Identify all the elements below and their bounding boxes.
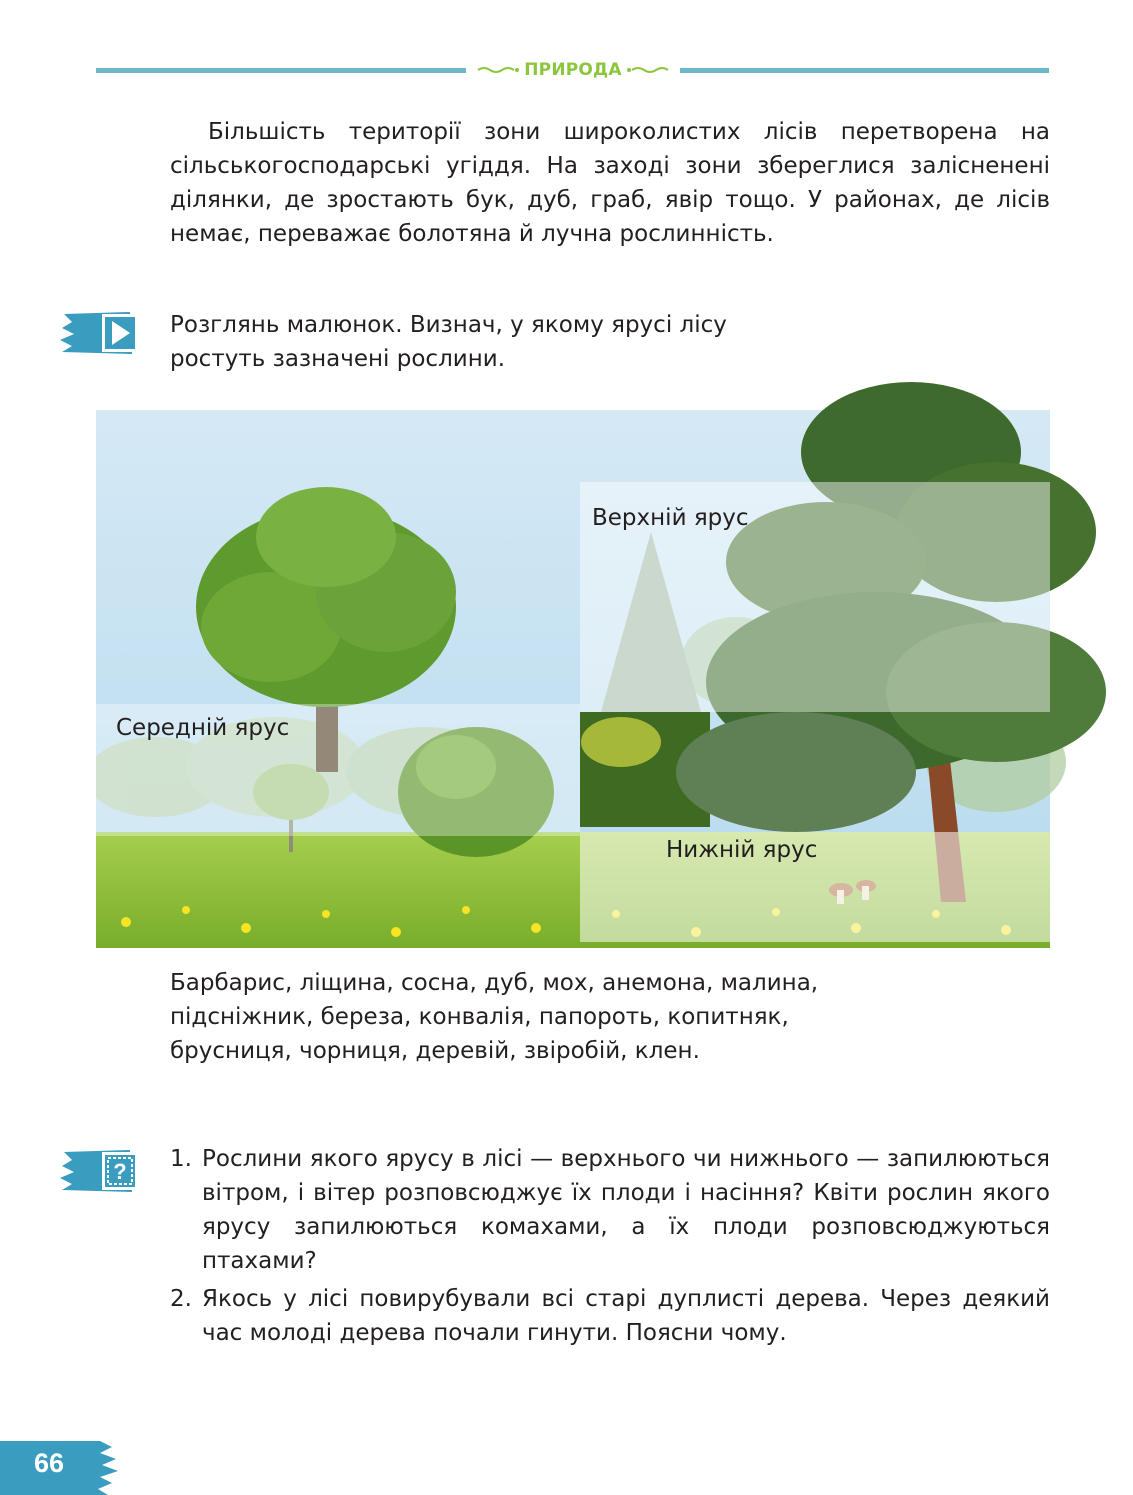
header-rule-right [680,68,1049,73]
section-title: ПРИРОДА [524,60,622,80]
question-item [170,1142,1050,1278]
upper-tier-label: Верхній ярус [592,505,749,531]
section-header [466,58,680,82]
leaf-ornament-icon [626,66,670,74]
forest-tiers-illustration [96,362,1112,948]
svg-text:?: ? [113,1159,127,1184]
page-number: 66 [34,1448,65,1478]
question-number: 2. [170,1286,192,1312]
plants-list: Барбарис, ліщина, сосна, дуб, мох, анемона, малина, підсніжник, береза, конвалія, папороть, копитняк, брусниця, чорниця, деревій, звіробій, клен. [170,970,819,1064]
question-text: Рослини якого ярусу в лісі — верхнього чи нижнього — запилюються вітром, і вітер розповсюджує їх плоди і насіння? Квіти рослин якого ярусу запилюються комахами, а їх плоди розповсюджуються птахами? [202,1146,1050,1274]
question-icon [60,1146,144,1196]
question-text: Якось у лісі повирубували всі старі дуплисті дерева. Через деякий час молоді дерева почали гинути. Поясни чому. [202,1286,1050,1346]
question-item [170,1282,1050,1350]
task-instruction: Розглянь малюнок. Визнач, у якому ярусі лісу ростуть зазначені рослини. [170,312,727,372]
leaf-ornament-icon [476,66,520,74]
barberry-bush [581,717,661,767]
middle-tier-label: Середній ярус [116,715,290,741]
lower-tier-label: Нижній ярус [666,837,818,863]
play-arrow-icon [60,308,144,358]
header-rule-left [96,68,466,73]
questions-list [170,1142,1050,1354]
intro-paragraph: Більшість території зони широколистих лісів перетворена на сільськогосподарські угіддя. На заході зони збереглися залісненені ділянки, де зростають бук, дуб, граб, явір тощо. У районах, де лісів немає, переважає болотяна й лучна рослинність. [170,119,1050,247]
question-number: 1. [170,1146,192,1172]
